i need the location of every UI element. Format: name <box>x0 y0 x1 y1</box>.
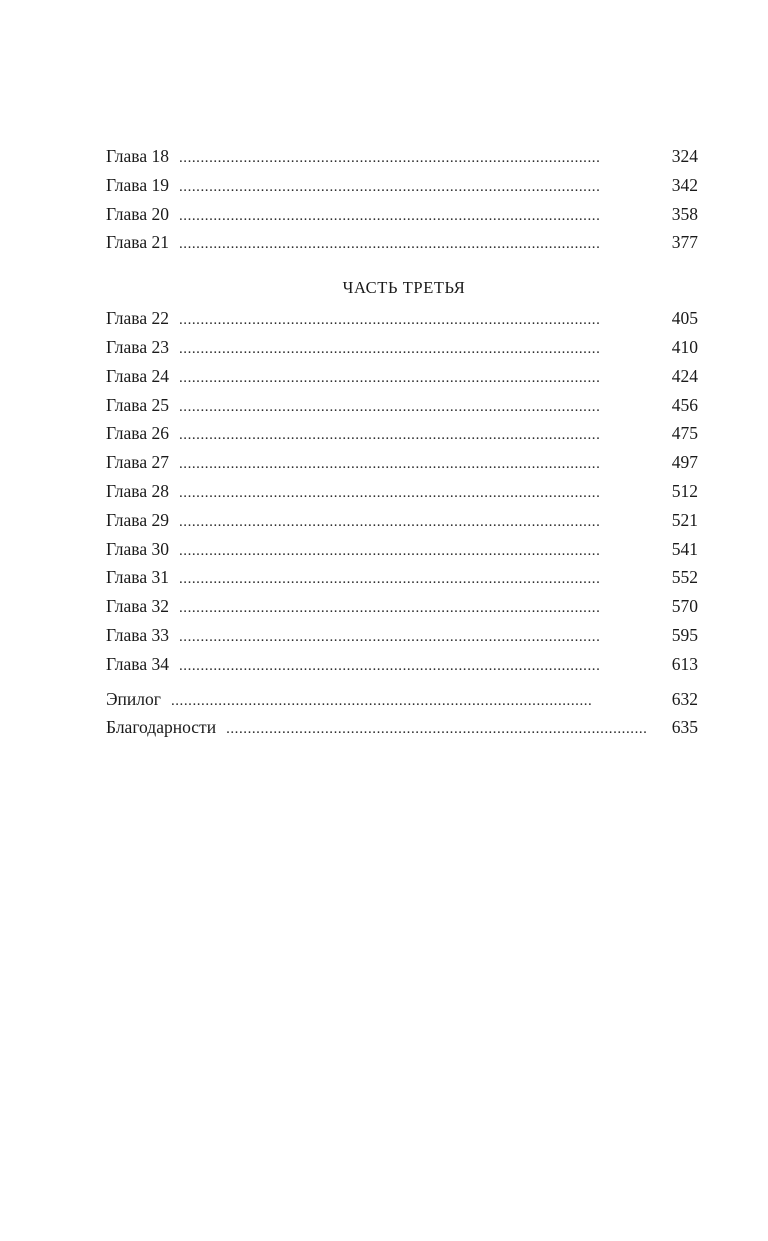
toc-group-part-three <box>106 304 698 678</box>
toc-entry-title: Глава 24 <box>106 365 169 386</box>
toc-leader-dots <box>179 306 662 335</box>
toc-entry[interactable] <box>106 535 698 564</box>
toc-entry[interactable] <box>106 142 698 171</box>
toc-entry-page: 377 <box>671 232 698 253</box>
toc-leader-dots <box>179 173 662 202</box>
toc-entry-title: Глава 20 <box>106 203 169 224</box>
toc-entry-page: 595 <box>671 624 698 645</box>
toc-entry-page: 424 <box>671 365 698 386</box>
toc-leader-dots <box>179 508 662 537</box>
toc-entry[interactable] <box>106 621 698 650</box>
toc-leader-dots <box>226 715 662 744</box>
toc-entry-title: Глава 27 <box>106 452 169 473</box>
toc-leader-dots <box>179 202 662 231</box>
table-of-contents <box>106 142 698 742</box>
toc-leader-dots <box>179 364 662 393</box>
toc-entry-page: 405 <box>671 308 698 329</box>
toc-entry-title: Глава 22 <box>106 308 169 329</box>
toc-leader-dots <box>179 335 662 364</box>
toc-entry-title: Глава 21 <box>106 232 169 253</box>
toc-leader-dots <box>179 144 662 173</box>
toc-entry-title: Глава 28 <box>106 480 169 501</box>
toc-entry[interactable] <box>106 391 698 420</box>
toc-entry[interactable] <box>106 304 698 333</box>
toc-entry-title: Глава 32 <box>106 596 169 617</box>
toc-entry-title: Глава 30 <box>106 538 169 559</box>
toc-entry-page: 410 <box>671 336 698 357</box>
toc-entry-page: 358 <box>671 203 698 224</box>
toc-entry[interactable] <box>106 650 698 679</box>
toc-entry-title: Глава 18 <box>106 146 169 166</box>
toc-leader-dots <box>179 421 662 450</box>
toc-entry-acknowledgements[interactable] <box>106 713 698 742</box>
toc-entry-title: Глава 25 <box>106 394 169 415</box>
toc-leader-dots <box>179 393 662 422</box>
toc-leader-dots <box>179 623 662 652</box>
toc-entry-page: 552 <box>671 567 698 588</box>
toc-leader-dots <box>179 537 662 566</box>
toc-entry-page: 613 <box>671 653 698 674</box>
toc-leader-dots <box>179 230 662 259</box>
toc-entry[interactable] <box>106 563 698 592</box>
toc-entry-page: 635 <box>671 717 698 738</box>
toc-entry-title: Глава 34 <box>106 653 169 674</box>
toc-entry[interactable] <box>106 419 698 448</box>
toc-entry-page: 324 <box>671 146 698 166</box>
toc-leader-dots <box>171 687 662 716</box>
toc-leader-dots <box>179 450 662 479</box>
toc-entry-page: 456 <box>671 394 698 415</box>
toc-entry-title: Благодарности <box>106 717 217 738</box>
toc-entry-epilogue[interactable] <box>106 685 698 714</box>
toc-entry[interactable] <box>106 171 698 200</box>
toc-entry-page: 632 <box>671 688 698 709</box>
toc-entry-title: Глава 23 <box>106 336 169 357</box>
toc-entry-page: 475 <box>671 423 698 444</box>
toc-entry-page: 497 <box>671 452 698 473</box>
toc-entry-title: Глава 19 <box>106 174 169 195</box>
toc-entry[interactable] <box>106 200 698 229</box>
part-three-heading: ЧАСТЬ ТРЕТЬЯ <box>342 278 466 298</box>
toc-entry-title: Глава 26 <box>106 423 169 444</box>
toc-leader-dots <box>179 652 662 681</box>
toc-entry-title: Глава 31 <box>106 567 169 588</box>
toc-entry-page: 521 <box>671 509 698 530</box>
toc-entry-page: 512 <box>671 480 698 501</box>
toc-entry[interactable] <box>106 228 698 257</box>
toc-entry-title: Глава 33 <box>106 624 169 645</box>
toc-entry[interactable] <box>106 333 698 362</box>
toc-entry[interactable] <box>106 592 698 621</box>
toc-entry[interactable] <box>106 362 698 391</box>
toc-leader-dots <box>179 565 662 594</box>
toc-entry-page: 570 <box>671 596 698 617</box>
toc-entry[interactable] <box>106 477 698 506</box>
toc-group-back-matter <box>106 685 698 743</box>
toc-leader-dots <box>179 594 662 623</box>
toc-entry-page: 342 <box>671 174 698 195</box>
toc-entry-title: Эпилог <box>106 688 161 709</box>
toc-entry[interactable] <box>106 506 698 535</box>
toc-leader-dots <box>179 479 662 508</box>
toc-entry[interactable] <box>106 448 698 477</box>
toc-group-part-two-end <box>106 142 698 257</box>
toc-entry-page: 541 <box>671 538 698 559</box>
toc-entry-title: Глава 29 <box>106 509 169 530</box>
